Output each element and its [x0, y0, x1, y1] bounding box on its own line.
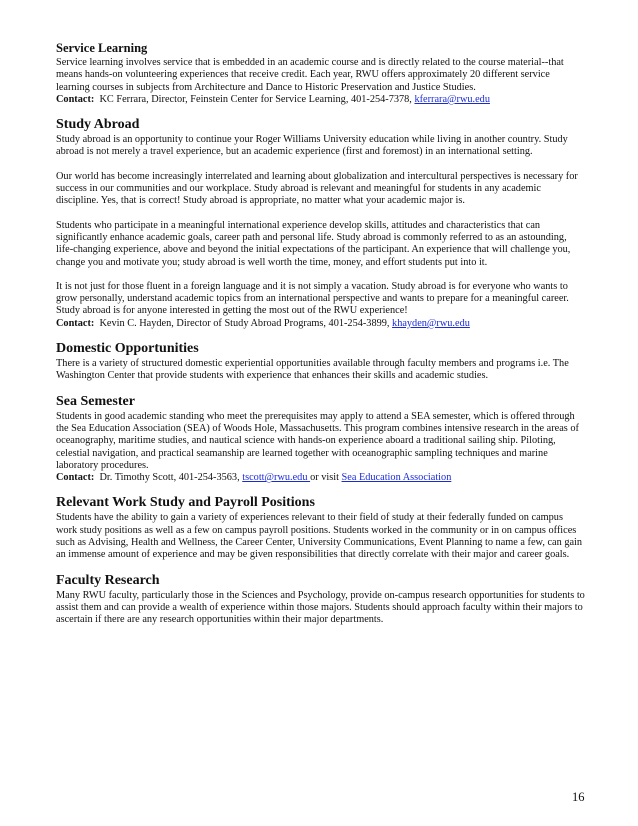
document-page [56, 40, 586, 627]
heading-work-study: Relevant Work Study and Payroll Positions [56, 495, 315, 511]
email-link-tscott[interactable]: tscott@rwu.edu [242, 472, 311, 484]
contact-text: Dr. Timothy Scott, 401-254-3563, [99, 472, 243, 484]
section-sea-semester [56, 392, 586, 485]
contact-mid: or visit [310, 472, 342, 484]
study-abroad-contact [56, 318, 586, 330]
link-sea-education-association[interactable]: Sea Education Association [341, 472, 452, 484]
study-abroad-p4: It is not just for those fluent in a foreign language and it is not simply a vacation. Study abroad is for everyone who wants to grow personally, understand academic topics from an international perspective and wants to prepare for a meaningful career. Study abroad is for anyone interested in getting the most out of the RWU experience! [56, 280, 569, 317]
heading-sea-semester: Sea Semester [56, 393, 135, 409]
email-link-khayden[interactable]: khayden@rwu.edu [392, 317, 470, 329]
heading-study-abroad: Study Abroad [56, 117, 140, 133]
contact-label: Contact: [56, 472, 95, 484]
sea-semester-body: Students in good academic standing who meet the prerequisites may apply to attend a SEA semester, which is offered through the Sea Education Association (SEA) of Woods Hole, Massachusetts. This program combines intensive research in the areas of oceanography, maritime studies, and nautical science with hands-on experience aboard a traditional sailing ship. Piloting, celestial navigation, and practical seamanship are learned together with oceanographic sampling techniques and marine laboratory procedures. [56, 410, 579, 471]
faculty-research-body: Many RWU faculty, particularly those in the Sciences and Psychology, provide on-campus research opportunities for students to assist them and can provide a wealth of experience within those majors. Students should approach faculty within their majors to ascertain if there are any research opportunities within their major departments. [56, 589, 585, 626]
service-learning-body: Service learning involves service that is embedded in an academic course and is directly related to the course material--that means hands-on volunteering experiences that receive credit. Each year, RWU offers approximately 20 different service learning courses in subjects from Architecture and Dance to Historic Preservation and Justice Studies. [56, 57, 564, 93]
study-abroad-p3: Students who participate in a meaningful international experience develop skills, attitudes and characteristics that can significantly enhance academic goals, career path and personal life. Study abroad is commonly referred to as an astounding, life-changing experience, above and beyond the initial expectations of the participant. An experience that will challenge you, change you and motivate you; study abroad is well worth the time, money, and effort students put into it. [56, 219, 571, 268]
contact-text: Kevin C. Hayden, Director of Study Abroad Programs, 401-254-3899, [99, 317, 393, 329]
section-study-abroad [56, 115, 586, 330]
sea-semester-contact [56, 472, 586, 484]
study-abroad-p2: Our world has become increasingly interrelated and learning about globalization and intercultural perspectives is necessary for success in our communities and our workplace. Study abroad is relevant and meaningful for students in any academic discipline. Yes, that is correct! Study abroad is appropriate, no matter what your academic major is. [56, 170, 578, 207]
section-faculty-research [56, 571, 586, 627]
section-domestic-opportunities [56, 339, 586, 383]
section-work-study [56, 493, 586, 561]
page-number: 16 [572, 790, 585, 804]
heading-service-learning: Service Learning [56, 41, 148, 55]
domestic-body: There is a variety of structured domestic experiential opportunities available through faculty members and programs i.e. The Washington Center that provide students with experience that enhances their skills and academic studies. [56, 358, 569, 382]
heading-domestic-opportunities: Domestic Opportunities [56, 341, 199, 357]
service-learning-contact [56, 94, 586, 106]
section-service-learning [56, 40, 586, 106]
work-study-body: Students have the ability to gain a variety of experiences relevant to their field of study at their federally funded on campus work study positions as well as a few on campus payroll positions. Students worked in the community or in on campus offices such as Advising, Health and Wellness, the Career Center, University Communications, Event Planning to name a few, can gain an immense amount of experience and may be given responsibilities that directly correlate with their major and career goals. [56, 512, 583, 561]
contact-label: Contact: [56, 317, 95, 329]
heading-faculty-research: Faculty Research [56, 572, 160, 588]
study-abroad-p1: Study abroad is an opportunity to continue your Roger Williams University education while living in another country. Study abroad is not merely a travel experience, but an academic experience (first and foremost) in an international setting. [56, 134, 568, 158]
email-link-kferrara[interactable]: kferrara@rwu.edu [414, 93, 490, 105]
contact-text: KC Ferrara, Director, Feinstein Center for Service Learning, 401-254-7378, [99, 93, 415, 105]
contact-label: Contact: [56, 93, 95, 105]
